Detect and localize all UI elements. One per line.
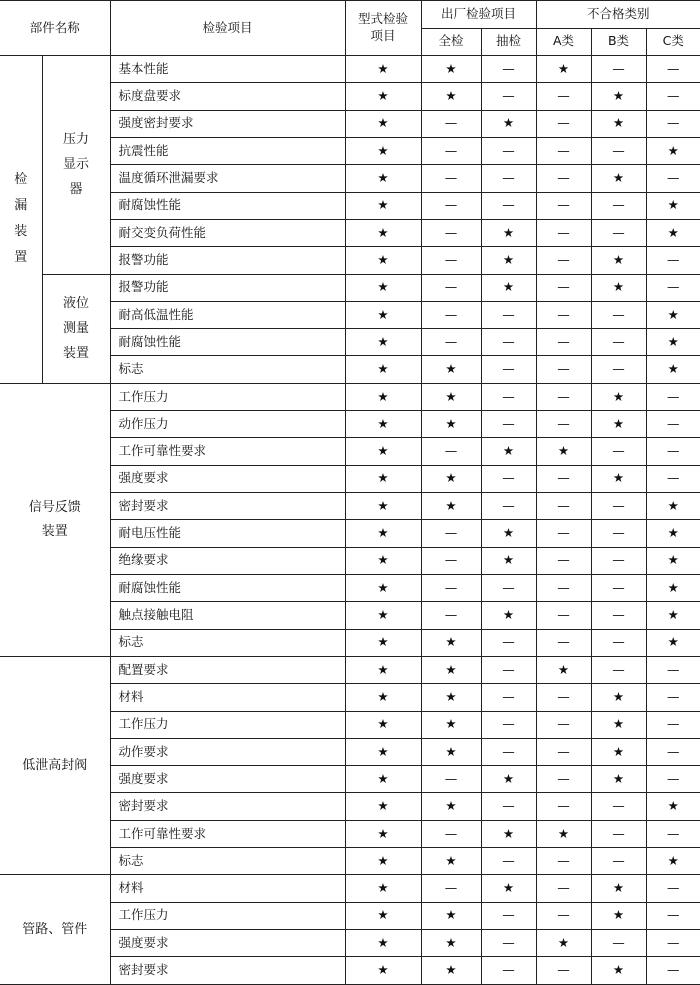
item-name: 触点接触电阻 — [110, 602, 345, 629]
item-name: 抗震性能 — [110, 137, 345, 164]
class-c-mark: — — [646, 875, 700, 902]
sample-check-mark: ★ — [481, 110, 536, 137]
item-name: 耐腐蚀性能 — [110, 192, 345, 219]
class-a-mark: — — [536, 711, 591, 738]
class-b-mark: — — [591, 356, 646, 383]
type-mark: ★ — [345, 411, 421, 438]
full-check-mark: — — [421, 329, 481, 356]
full-check-mark: — — [421, 574, 481, 601]
class-b-mark: ★ — [591, 684, 646, 711]
full-check-mark: — — [421, 875, 481, 902]
full-check-mark: — — [421, 110, 481, 137]
class-b-mark: ★ — [591, 165, 646, 192]
item-name: 工作可靠性要求 — [110, 820, 345, 847]
item-name: 密封要求 — [110, 957, 345, 985]
full-check-mark: ★ — [421, 56, 481, 83]
sample-check-mark: — — [481, 83, 536, 110]
class-b-mark: ★ — [591, 383, 646, 410]
type-mark: ★ — [345, 465, 421, 492]
class-b-mark: ★ — [591, 766, 646, 793]
class-a-mark: — — [536, 383, 591, 410]
full-check-mark: ★ — [421, 738, 481, 765]
class-b-mark: ★ — [591, 110, 646, 137]
sample-check-mark: ★ — [481, 438, 536, 465]
item-name: 耐交变负荷性能 — [110, 219, 345, 246]
sample-check-mark: ★ — [481, 247, 536, 274]
full-check-mark: — — [421, 137, 481, 164]
sample-check-mark: — — [481, 902, 536, 929]
type-mark: ★ — [345, 711, 421, 738]
full-check-mark: ★ — [421, 711, 481, 738]
type-mark: ★ — [345, 902, 421, 929]
class-c-mark: ★ — [646, 602, 700, 629]
class-c-mark: — — [646, 684, 700, 711]
type-mark: ★ — [345, 547, 421, 574]
full-check-mark: — — [421, 301, 481, 328]
full-check-mark: ★ — [421, 383, 481, 410]
class-b-mark: ★ — [591, 247, 646, 274]
item-name: 动作要求 — [110, 738, 345, 765]
class-a-mark: ★ — [536, 438, 591, 465]
sample-check-mark: — — [481, 574, 536, 601]
type-mark: ★ — [345, 383, 421, 410]
sample-check-mark: ★ — [481, 547, 536, 574]
class-c-mark: ★ — [646, 793, 700, 820]
class-a-mark: ★ — [536, 930, 591, 957]
class-a-mark: — — [536, 411, 591, 438]
sample-check-mark: — — [481, 711, 536, 738]
full-check-mark: ★ — [421, 83, 481, 110]
class-c-mark: — — [646, 56, 700, 83]
sample-check-mark: — — [481, 356, 536, 383]
type-mark: ★ — [345, 219, 421, 246]
item-name: 配置要求 — [110, 656, 345, 683]
class-a-mark: — — [536, 493, 591, 520]
class-a-mark: ★ — [536, 656, 591, 683]
sample-check-mark: — — [481, 329, 536, 356]
type-mark: ★ — [345, 793, 421, 820]
full-check-mark: — — [421, 274, 481, 301]
table-row — [0, 656, 700, 683]
header-part-name: 部件名称 — [0, 1, 110, 56]
header-full-check: 全检 — [421, 28, 481, 56]
class-c-mark: — — [646, 711, 700, 738]
type-mark: ★ — [345, 56, 421, 83]
type-mark: ★ — [345, 875, 421, 902]
full-check-mark: ★ — [421, 793, 481, 820]
full-check-mark: — — [421, 602, 481, 629]
class-c-mark: — — [646, 247, 700, 274]
sample-check-mark: — — [481, 848, 536, 875]
item-name: 标志 — [110, 356, 345, 383]
item-name: 密封要求 — [110, 793, 345, 820]
table-row — [0, 274, 700, 301]
class-c-mark: — — [646, 465, 700, 492]
class-b-mark: ★ — [591, 83, 646, 110]
table-row — [0, 56, 700, 83]
class-b-mark: ★ — [591, 465, 646, 492]
class-c-mark: — — [646, 411, 700, 438]
table-row — [0, 383, 700, 410]
header-class-c: C类 — [646, 28, 700, 56]
class-b-mark: ★ — [591, 738, 646, 765]
header-sample-check: 抽检 — [481, 28, 536, 56]
item-name: 强度要求 — [110, 930, 345, 957]
class-a-mark: — — [536, 137, 591, 164]
sample-check-mark: — — [481, 656, 536, 683]
item-name: 材料 — [110, 684, 345, 711]
header-class-a: A类 — [536, 28, 591, 56]
type-mark: ★ — [345, 684, 421, 711]
class-b-mark: — — [591, 56, 646, 83]
class-a-mark: — — [536, 684, 591, 711]
class-a-mark: — — [536, 957, 591, 985]
full-check-mark: — — [421, 547, 481, 574]
sample-check-mark: — — [481, 383, 536, 410]
item-name: 基本性能 — [110, 56, 345, 83]
subgroup-label — [42, 274, 110, 383]
sample-check-mark: — — [481, 165, 536, 192]
type-mark: ★ — [345, 574, 421, 601]
item-name: 报警功能 — [110, 274, 345, 301]
item-name: 报警功能 — [110, 247, 345, 274]
type-mark: ★ — [345, 738, 421, 765]
class-c-mark: ★ — [646, 520, 700, 547]
full-check-mark: — — [421, 520, 481, 547]
sample-check-mark: ★ — [481, 274, 536, 301]
group-label — [0, 656, 110, 875]
item-name: 耐电压性能 — [110, 520, 345, 547]
class-b-mark: — — [591, 301, 646, 328]
class-b-mark: ★ — [591, 411, 646, 438]
sample-check-mark: — — [481, 465, 536, 492]
class-c-mark: — — [646, 738, 700, 765]
sample-check-mark: — — [481, 493, 536, 520]
class-a-mark: — — [536, 465, 591, 492]
full-check-mark: ★ — [421, 356, 481, 383]
full-check-mark: ★ — [421, 957, 481, 985]
full-check-mark: ★ — [421, 684, 481, 711]
class-b-mark: — — [591, 848, 646, 875]
class-c-mark: ★ — [646, 493, 700, 520]
type-mark: ★ — [345, 957, 421, 985]
item-name: 耐腐蚀性能 — [110, 574, 345, 601]
class-a-mark: — — [536, 301, 591, 328]
type-mark: ★ — [345, 656, 421, 683]
class-c-mark: — — [646, 930, 700, 957]
item-name: 标度盘要求 — [110, 83, 345, 110]
item-name: 绝缘要求 — [110, 547, 345, 574]
header-nonconformity: 不合格类别 — [536, 1, 700, 29]
class-c-mark: — — [646, 110, 700, 137]
header-type-inspection: 型式检验项目 — [345, 1, 421, 56]
group-label-text: 管路、管件 — [22, 921, 88, 937]
class-a-mark: — — [536, 356, 591, 383]
full-check-mark: — — [421, 820, 481, 847]
full-check-mark: ★ — [421, 629, 481, 656]
type-mark: ★ — [345, 247, 421, 274]
type-mark: ★ — [345, 301, 421, 328]
item-name: 强度要求 — [110, 766, 345, 793]
class-b-mark: — — [591, 602, 646, 629]
class-b-mark: — — [591, 493, 646, 520]
class-c-mark: ★ — [646, 848, 700, 875]
sample-check-mark: ★ — [481, 875, 536, 902]
class-c-mark: — — [646, 165, 700, 192]
class-a-mark: — — [536, 247, 591, 274]
class-a-mark: — — [536, 547, 591, 574]
table-row — [0, 875, 700, 902]
sample-check-mark: ★ — [481, 219, 536, 246]
class-b-mark: — — [591, 520, 646, 547]
sample-check-mark: ★ — [481, 766, 536, 793]
item-name: 工作压力 — [110, 383, 345, 410]
group-label — [0, 56, 42, 384]
sample-check-mark: ★ — [481, 820, 536, 847]
type-mark: ★ — [345, 930, 421, 957]
sample-check-mark: — — [481, 684, 536, 711]
class-a-mark: — — [536, 793, 591, 820]
full-check-mark: — — [421, 766, 481, 793]
class-a-mark: — — [536, 574, 591, 601]
class-b-mark: — — [591, 629, 646, 656]
header-class-b: B类 — [591, 28, 646, 56]
class-b-mark: — — [591, 219, 646, 246]
sample-check-mark: — — [481, 738, 536, 765]
class-b-mark: ★ — [591, 274, 646, 301]
full-check-mark: ★ — [421, 411, 481, 438]
full-check-mark: ★ — [421, 493, 481, 520]
sample-check-mark: — — [481, 301, 536, 328]
class-a-mark: — — [536, 875, 591, 902]
full-check-mark: ★ — [421, 465, 481, 492]
type-mark: ★ — [345, 848, 421, 875]
class-b-mark: — — [591, 137, 646, 164]
class-c-mark: — — [646, 820, 700, 847]
full-check-mark: ★ — [421, 848, 481, 875]
class-c-mark: ★ — [646, 192, 700, 219]
item-name: 标志 — [110, 848, 345, 875]
type-mark: ★ — [345, 83, 421, 110]
class-c-mark: ★ — [646, 574, 700, 601]
type-mark: ★ — [345, 329, 421, 356]
item-name: 耐高低温性能 — [110, 301, 345, 328]
class-b-mark: — — [591, 329, 646, 356]
class-c-mark: — — [646, 902, 700, 929]
class-b-mark: — — [591, 820, 646, 847]
class-b-mark: — — [591, 930, 646, 957]
class-c-mark: — — [646, 83, 700, 110]
class-c-mark: ★ — [646, 629, 700, 656]
item-name: 工作可靠性要求 — [110, 438, 345, 465]
item-name: 工作压力 — [110, 711, 345, 738]
type-mark: ★ — [345, 493, 421, 520]
sample-check-mark: ★ — [481, 520, 536, 547]
class-c-mark: ★ — [646, 301, 700, 328]
class-a-mark: — — [536, 165, 591, 192]
class-a-mark: — — [536, 274, 591, 301]
class-a-mark: — — [536, 848, 591, 875]
type-mark: ★ — [345, 165, 421, 192]
subgroup-label — [42, 56, 110, 275]
item-name: 强度要求 — [110, 465, 345, 492]
class-c-mark: — — [646, 656, 700, 683]
class-a-mark: — — [536, 192, 591, 219]
class-a-mark: ★ — [536, 56, 591, 83]
full-check-mark: — — [421, 192, 481, 219]
item-name: 强度密封要求 — [110, 110, 345, 137]
subgroup-label-text: 压力显示器 — [62, 132, 89, 198]
sample-check-mark: ★ — [481, 602, 536, 629]
class-a-mark: — — [536, 602, 591, 629]
class-c-mark: ★ — [646, 356, 700, 383]
class-a-mark: ★ — [536, 820, 591, 847]
sample-check-mark: — — [481, 957, 536, 985]
item-name: 温度循环泄漏要求 — [110, 165, 345, 192]
class-a-mark: — — [536, 83, 591, 110]
full-check-mark: — — [421, 247, 481, 274]
type-mark: ★ — [345, 820, 421, 847]
class-b-mark: — — [591, 438, 646, 465]
full-check-mark: — — [421, 438, 481, 465]
sample-check-mark: — — [481, 930, 536, 957]
class-a-mark: — — [536, 219, 591, 246]
item-name: 动作压力 — [110, 411, 345, 438]
type-mark: ★ — [345, 520, 421, 547]
item-name: 材料 — [110, 875, 345, 902]
class-b-mark: — — [591, 547, 646, 574]
sample-check-mark: — — [481, 629, 536, 656]
class-c-mark: — — [646, 274, 700, 301]
sample-check-mark: — — [481, 411, 536, 438]
class-c-mark: ★ — [646, 547, 700, 574]
class-c-mark: ★ — [646, 137, 700, 164]
group-label-text: 信号反馈装置 — [28, 499, 81, 539]
class-a-mark: — — [536, 902, 591, 929]
type-mark: ★ — [345, 438, 421, 465]
subgroup-label-text: 液位测量装置 — [62, 296, 89, 362]
class-a-mark: — — [536, 766, 591, 793]
class-a-mark: — — [536, 110, 591, 137]
sample-check-mark: — — [481, 56, 536, 83]
type-mark: ★ — [345, 110, 421, 137]
full-check-mark: ★ — [421, 930, 481, 957]
type-mark: ★ — [345, 274, 421, 301]
sample-check-mark: — — [481, 137, 536, 164]
class-c-mark: — — [646, 766, 700, 793]
type-mark: ★ — [345, 192, 421, 219]
full-check-mark: ★ — [421, 656, 481, 683]
class-c-mark: ★ — [646, 219, 700, 246]
class-a-mark: — — [536, 329, 591, 356]
sample-check-mark: — — [481, 793, 536, 820]
type-mark: ★ — [345, 602, 421, 629]
type-mark: ★ — [345, 137, 421, 164]
group-label — [0, 383, 110, 656]
class-c-mark: — — [646, 438, 700, 465]
header-inspection-item: 检验项目 — [110, 1, 345, 56]
type-mark: ★ — [345, 356, 421, 383]
header-row-1 — [0, 1, 700, 29]
class-c-mark: ★ — [646, 329, 700, 356]
type-mark: ★ — [345, 766, 421, 793]
type-mark: ★ — [345, 629, 421, 656]
class-b-mark: ★ — [591, 711, 646, 738]
class-c-mark: — — [646, 957, 700, 985]
full-check-mark: ★ — [421, 902, 481, 929]
item-name: 耐腐蚀性能 — [110, 329, 345, 356]
item-name: 工作压力 — [110, 902, 345, 929]
class-b-mark: — — [591, 793, 646, 820]
class-c-mark: — — [646, 383, 700, 410]
sample-check-mark: — — [481, 192, 536, 219]
class-b-mark: ★ — [591, 957, 646, 985]
group-label-text: 检漏装置 — [14, 172, 28, 266]
class-b-mark: — — [591, 192, 646, 219]
full-check-mark: — — [421, 165, 481, 192]
class-b-mark: ★ — [591, 875, 646, 902]
item-name: 密封要求 — [110, 493, 345, 520]
class-b-mark: ★ — [591, 902, 646, 929]
class-b-mark: — — [591, 656, 646, 683]
class-a-mark: — — [536, 520, 591, 547]
class-b-mark: — — [591, 574, 646, 601]
group-label-text: 低泄高封阀 — [22, 757, 88, 773]
class-a-mark: — — [536, 738, 591, 765]
class-a-mark: — — [536, 629, 591, 656]
header-factory-inspection: 出厂检验项目 — [421, 1, 536, 29]
item-name: 标志 — [110, 629, 345, 656]
group-label — [0, 875, 110, 985]
full-check-mark: — — [421, 219, 481, 246]
